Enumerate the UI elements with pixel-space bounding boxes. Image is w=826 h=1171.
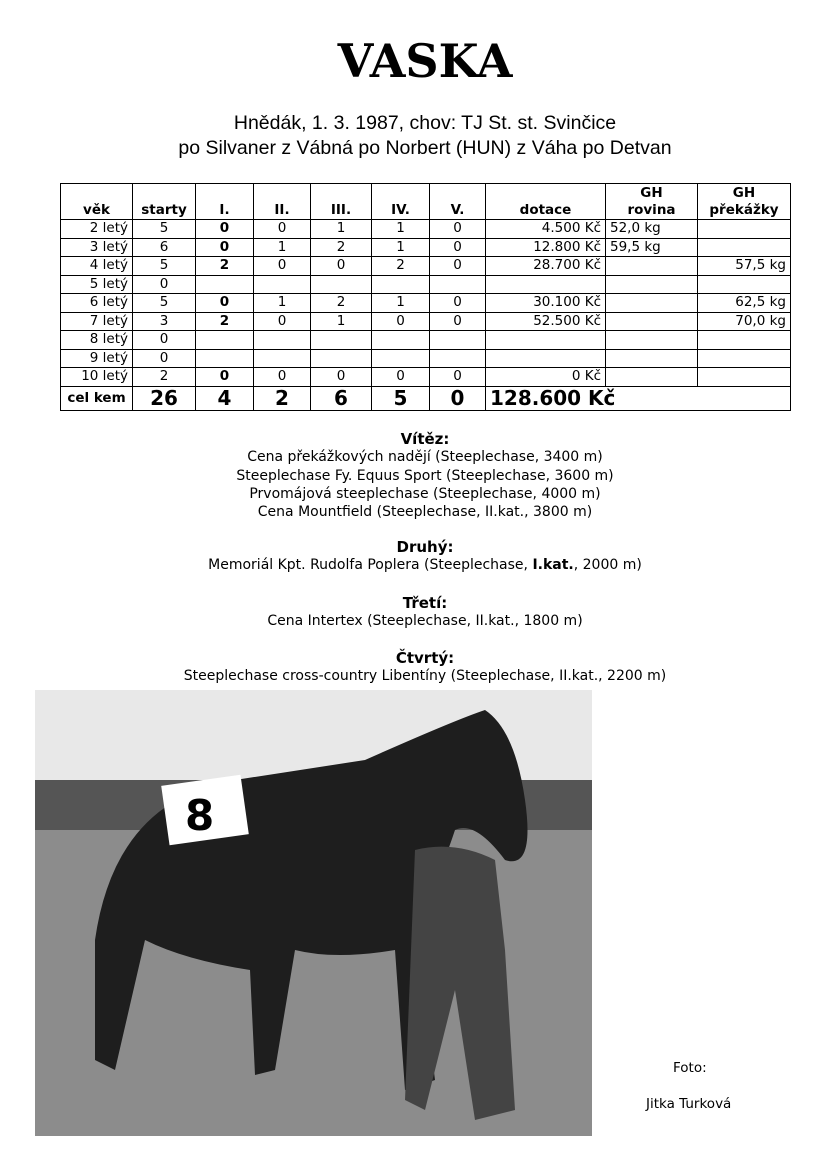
- table-cell: 2: [196, 257, 254, 276]
- table-cell: 6 letý: [61, 294, 133, 313]
- placing-heading: Vítěz:: [400, 430, 450, 448]
- placing-heading: Třetí:: [402, 594, 448, 612]
- table-cell: [698, 368, 791, 387]
- table-cell: [254, 349, 311, 368]
- table-cell: 0: [254, 257, 311, 276]
- table-cell: 1: [372, 220, 430, 239]
- table-cell: 0: [133, 275, 196, 294]
- placing-section: [0, 430, 826, 521]
- table-cell: 8 letý: [61, 331, 133, 350]
- table-row: [61, 220, 791, 239]
- table-cell: 1: [372, 238, 430, 257]
- table-cell: [430, 275, 486, 294]
- table-cell: 0: [196, 294, 254, 313]
- table-cell: [311, 331, 372, 350]
- table-cell: 0: [133, 331, 196, 350]
- table-cell: 5: [133, 257, 196, 276]
- table-row: [61, 349, 791, 368]
- table-cell: [254, 331, 311, 350]
- table-cell: 0: [372, 368, 430, 387]
- table-cell: [698, 220, 791, 239]
- col-header: dotace: [486, 184, 606, 220]
- table-cell: 12.800 Kč: [486, 238, 606, 257]
- race-item: Memoriál Kpt. Rudolfa Poplera (Steeplechase, I.kat., 2000 m): [208, 557, 642, 574]
- table-row: [61, 368, 791, 387]
- table-cell: [196, 275, 254, 294]
- table-row: [61, 312, 791, 331]
- table-cell: 0: [372, 312, 430, 331]
- col-header: I.: [196, 184, 254, 220]
- race-item: Steeplechase Fy. Equus Sport (Steeplechase, 3600 m): [236, 467, 614, 484]
- table-cell: [606, 312, 698, 331]
- total-cell: 2: [254, 386, 311, 410]
- table-cell: 0 Kč: [486, 368, 606, 387]
- table-row: [61, 331, 791, 350]
- table-cell: 2: [311, 238, 372, 257]
- table-cell: [311, 275, 372, 294]
- table-cell: [606, 349, 698, 368]
- table-cell: 1: [254, 294, 311, 313]
- race-item: Steeplechase cross-country Libentíny (Steeplechase, II.kat., 2200 m): [183, 668, 667, 685]
- table-cell: [254, 275, 311, 294]
- table-cell: 4 letý: [61, 257, 133, 276]
- total-cell: 4: [196, 386, 254, 410]
- table-cell: 5: [133, 294, 196, 313]
- horse-details: Hnědák, 1. 3. 1987, chov: TJ St. st. Svinčice: [233, 112, 617, 134]
- table-cell: [698, 349, 791, 368]
- horse-name: VASKA: [337, 34, 513, 88]
- table-cell: 7 letý: [61, 312, 133, 331]
- table-cell: 0: [311, 257, 372, 276]
- table-cell: 59,5 kg: [606, 238, 698, 257]
- table-cell: 6: [133, 238, 196, 257]
- table-cell: 28.700 Kč: [486, 257, 606, 276]
- total-row: [61, 386, 791, 410]
- race-item: Prvomájová steeplechase (Steeplechase, 4000 m): [249, 485, 601, 502]
- table-cell: [606, 368, 698, 387]
- table-cell: [196, 349, 254, 368]
- table-cell: 62,5 kg: [698, 294, 791, 313]
- table-cell: 2: [133, 368, 196, 387]
- table-cell: 0: [196, 220, 254, 239]
- table-cell: [196, 331, 254, 350]
- placing-section: [0, 649, 826, 686]
- table-cell: [430, 349, 486, 368]
- table-cell: 0: [254, 312, 311, 331]
- table-cell: [698, 331, 791, 350]
- table-cell: 1: [311, 312, 372, 331]
- table-cell: 52,0 kg: [606, 220, 698, 239]
- table-cell: 0: [196, 238, 254, 257]
- total-cell: 6: [311, 386, 372, 410]
- col-header: GH rovina: [606, 184, 698, 220]
- placing-heading: Čtvrtý:: [395, 649, 455, 667]
- col-header: II.: [254, 184, 311, 220]
- table-cell: [486, 275, 606, 294]
- table-cell: 0: [430, 294, 486, 313]
- table-cell: 1: [311, 220, 372, 239]
- table-cell: 3 letý: [61, 238, 133, 257]
- photo-credit-name: Jitka Turková: [646, 1096, 732, 1112]
- table-cell: 0: [196, 368, 254, 387]
- table-row: [61, 238, 791, 257]
- results-table: [60, 183, 791, 411]
- table-cell: [606, 275, 698, 294]
- table-cell: [430, 331, 486, 350]
- placing-heading: Druhý:: [396, 538, 454, 556]
- total-cell: 0: [430, 386, 486, 410]
- race-item: Cena Mountfield (Steeplechase, II.kat., 3800 m): [257, 504, 593, 521]
- table-cell: [606, 257, 698, 276]
- race-item: Cena překážkových nadějí (Steeplechase, 3400 m): [247, 449, 603, 466]
- table-cell: 0: [254, 368, 311, 387]
- table-cell: 0: [430, 220, 486, 239]
- table-cell: [606, 294, 698, 313]
- table-cell: [372, 275, 430, 294]
- col-header: starty: [133, 184, 196, 220]
- table-row: [61, 257, 791, 276]
- table-cell: 2 letý: [61, 220, 133, 239]
- table-cell: 52.500 Kč: [486, 312, 606, 331]
- table-cell: 9 letý: [61, 349, 133, 368]
- table-row: [61, 294, 791, 313]
- table-cell: 1: [372, 294, 430, 313]
- table-cell: 30.100 Kč: [486, 294, 606, 313]
- table-cell: 0: [430, 238, 486, 257]
- table-cell: [486, 349, 606, 368]
- col-header: V.: [430, 184, 486, 220]
- table-cell: 2: [311, 294, 372, 313]
- col-header: GH překážky: [698, 184, 791, 220]
- table-cell: 10 letý: [61, 368, 133, 387]
- table-cell: 4.500 Kč: [486, 220, 606, 239]
- table-cell: 0: [430, 257, 486, 276]
- col-header: věk: [61, 184, 133, 220]
- table-cell: 57,5 kg: [698, 257, 791, 276]
- photo-credit-label: Foto:: [673, 1060, 707, 1076]
- table-cell: [486, 331, 606, 350]
- table-cell: 2: [196, 312, 254, 331]
- total-cell: 5: [372, 386, 430, 410]
- placing-section: [0, 538, 826, 575]
- table-cell: [606, 331, 698, 350]
- total-cell: cel kem: [61, 386, 133, 410]
- horse-photo: [35, 690, 592, 1136]
- table-cell: 2: [372, 257, 430, 276]
- table-header: [61, 184, 791, 220]
- table-row: [61, 275, 791, 294]
- table-cell: 70,0 kg: [698, 312, 791, 331]
- table-cell: [372, 349, 430, 368]
- saddle-cloth-number: 8: [185, 791, 215, 840]
- race-item: Cena Intertex (Steeplechase, II.kat., 1800 m): [267, 613, 583, 630]
- table-cell: 1: [254, 238, 311, 257]
- pedigree: po Silvaner z Vábná po Norbert (HUN) z Váha po Detvan: [178, 137, 672, 159]
- table-cell: 0: [133, 349, 196, 368]
- table-cell: 3: [133, 312, 196, 331]
- table-cell: [311, 349, 372, 368]
- table-cell: [698, 275, 791, 294]
- table-cell: 5: [133, 220, 196, 239]
- placing-section: [0, 594, 826, 631]
- table-cell: 0: [430, 368, 486, 387]
- table-cell: 0: [311, 368, 372, 387]
- col-header: III.: [311, 184, 372, 220]
- table-cell: 5 letý: [61, 275, 133, 294]
- total-cell: 128.600 Kč: [486, 386, 791, 410]
- table-cell: [698, 238, 791, 257]
- table-cell: 0: [254, 220, 311, 239]
- total-cell: 26: [133, 386, 196, 410]
- table-cell: [372, 331, 430, 350]
- table-cell: 0: [430, 312, 486, 331]
- col-header: IV.: [372, 184, 430, 220]
